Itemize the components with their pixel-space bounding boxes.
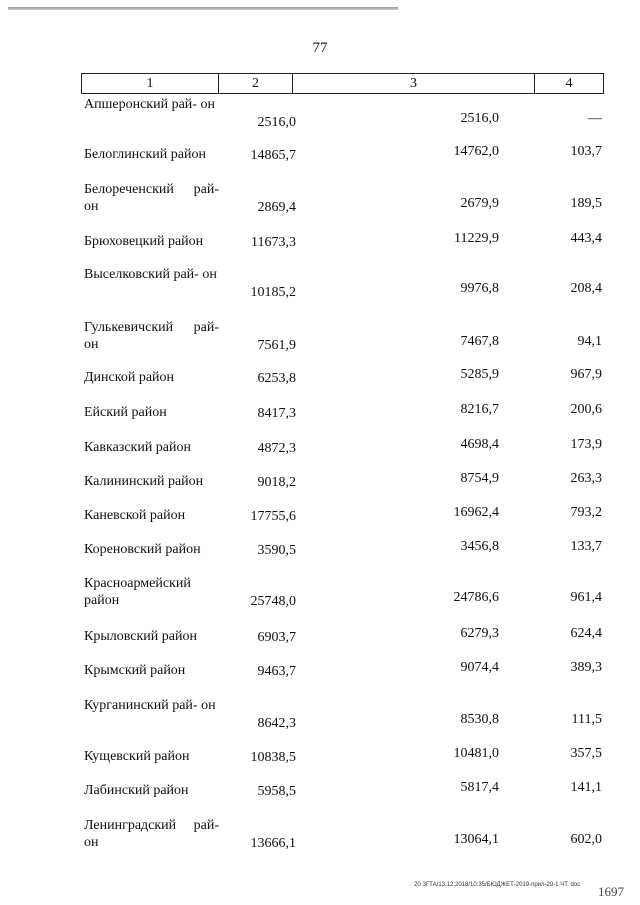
value-col-4: 200,6 xyxy=(570,402,602,417)
header-col-2: 2 xyxy=(218,74,292,93)
value-col-4: 967,9 xyxy=(570,367,602,382)
value-col-4: 624,4 xyxy=(570,626,602,641)
value-col-2: 25748,0 xyxy=(250,594,296,609)
value-col-3: 10481,0 xyxy=(453,746,499,761)
value-col-2: 8417,3 xyxy=(257,406,296,421)
value-col-4: 111,5 xyxy=(571,712,602,727)
value-col-4: 141,1 xyxy=(570,780,602,795)
value-col-2: 3590,5 xyxy=(257,543,296,558)
value-col-2: 2869,4 xyxy=(257,200,296,215)
value-col-3: 8216,7 xyxy=(460,402,499,417)
value-col-3: 2679,9 xyxy=(460,196,499,211)
scan-top-rule xyxy=(8,7,398,10)
footer-stamp: 20 ЗГТА/13.12.2018/10:35/БЮДЖЕТ-2019-прил-29-1 ЧТ. doc xyxy=(414,882,581,888)
value-col-4: — xyxy=(588,111,602,126)
district-name: Кореновский район xyxy=(84,542,201,557)
value-col-3: 5285,9 xyxy=(460,367,499,382)
district-name: Кавказский район xyxy=(84,440,192,455)
district-name: Белоглинский район xyxy=(84,147,206,162)
value-col-3: 9074,4 xyxy=(460,660,499,675)
value-col-4: 389,3 xyxy=(570,660,602,675)
value-col-2: 10838,5 xyxy=(250,750,296,765)
value-col-2: 2516,0 xyxy=(257,115,296,130)
district-name: Красноармейский район xyxy=(84,576,191,608)
value-col-4: 793,2 xyxy=(570,505,602,520)
value-col-3: 16962,4 xyxy=(453,505,499,520)
district-name: Брюховецкий район xyxy=(84,234,204,249)
value-col-4: 208,4 xyxy=(570,281,602,296)
table-header xyxy=(81,73,604,94)
header-col-3: 3 xyxy=(292,74,534,93)
header-col-4: 4 xyxy=(534,74,603,93)
value-col-2: 9463,7 xyxy=(257,664,296,679)
value-col-2: 9018,2 xyxy=(257,475,296,490)
value-col-3: 9976,8 xyxy=(460,281,499,296)
value-col-4: 103,7 xyxy=(570,144,602,159)
value-col-4: 189,5 xyxy=(570,196,602,211)
header-col-1: 1 xyxy=(146,76,154,91)
page-number: 77 xyxy=(312,40,328,56)
value-col-2: 13666,1 xyxy=(250,836,296,851)
district-name: Белореченский рай- он xyxy=(84,182,219,214)
value-col-3: 11229,9 xyxy=(454,231,499,246)
value-col-3: 24786,6 xyxy=(453,590,499,605)
value-col-4: 173,9 xyxy=(570,437,602,452)
value-col-3: 8754,9 xyxy=(460,471,499,486)
value-col-4: 443,4 xyxy=(570,231,602,246)
value-col-2: 6253,8 xyxy=(257,371,296,386)
value-col-4: 133,7 xyxy=(570,539,602,554)
district-name: Крыловский район xyxy=(84,629,197,644)
sheet-number: 1697 xyxy=(598,884,624,899)
value-col-2: 5958,5 xyxy=(257,784,296,799)
district-name: Ейский район xyxy=(84,405,167,420)
value-col-4: 961,4 xyxy=(570,590,602,605)
district-name: Кущевский район xyxy=(84,749,190,764)
value-col-3: 14762,0 xyxy=(453,144,499,159)
district-name: Лабинский район xyxy=(84,783,189,798)
value-col-4: 357,5 xyxy=(570,746,602,761)
value-col-3: 7467,8 xyxy=(460,334,499,349)
value-col-2: 4872,3 xyxy=(257,441,296,456)
district-name: Апшеронский рай- он xyxy=(84,97,215,112)
value-col-2: 6903,7 xyxy=(257,630,296,645)
value-col-4: 602,0 xyxy=(570,832,602,847)
district-name: Курганинский рай- он xyxy=(84,698,216,713)
district-name: Гулькевичский рай- он xyxy=(84,320,219,352)
district-name: Каневской район xyxy=(84,508,186,523)
value-col-3: 3456,8 xyxy=(460,539,499,554)
district-name: Калининский район xyxy=(84,474,204,489)
value-col-4: 94,1 xyxy=(577,334,602,349)
value-col-3: 2516,0 xyxy=(460,111,499,126)
value-col-3: 4698,4 xyxy=(460,437,499,452)
value-col-4: 263,3 xyxy=(570,471,602,486)
value-col-2: 17755,6 xyxy=(250,509,296,524)
district-name: Ленинградский рай- он xyxy=(84,818,219,850)
district-name: Крымский район xyxy=(84,663,186,678)
value-col-3: 6279,3 xyxy=(460,626,499,641)
value-col-2: 7561,9 xyxy=(257,338,296,353)
value-col-3: 8530,8 xyxy=(460,712,499,727)
value-col-2: 14865,7 xyxy=(250,148,296,163)
district-name: Выселковский рай- он xyxy=(84,267,217,282)
value-col-3: 5817,4 xyxy=(460,780,499,795)
district-name: Динской район xyxy=(84,370,175,385)
value-col-2: 8642,3 xyxy=(257,716,296,731)
value-col-2: 11673,3 xyxy=(251,235,296,250)
value-col-3: 13064,1 xyxy=(453,832,499,847)
value-col-2: 10185,2 xyxy=(250,285,296,300)
